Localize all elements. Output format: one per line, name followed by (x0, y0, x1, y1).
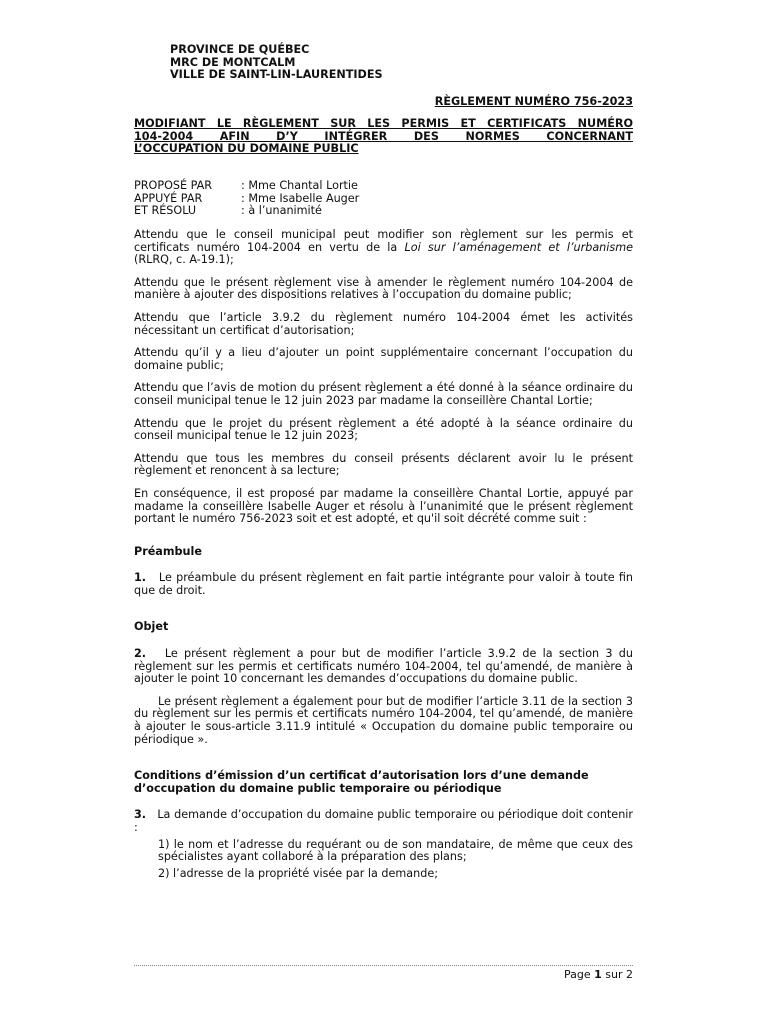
article-2-number: 2. (134, 647, 147, 661)
motion-label: ET RÉSOLU (134, 204, 197, 218)
subject-line-3: L’OCCUPATION DU DOMAINE PUBLIC (134, 142, 359, 156)
attendu-1-ref: (RLRQ, c. A-19.1); (134, 253, 234, 267)
article-1-text: Le préambule du présent règlement en fait partie intégrante pour valoir à toute fin que de droit. (134, 571, 634, 597)
article-3-number: 3. (134, 808, 147, 822)
article-3-text: La demande d’occupation du domaine public temporaire ou périodique doit contenir : (134, 808, 633, 834)
motion-value: : Mme Chantal Lortie (241, 179, 358, 192)
conditions-heading: Conditions d’émission d’un certificat d’autorisation lors d’une demande d’occupation du domaine public temporaire ou périodique (134, 769, 589, 795)
article-1 (134, 572, 633, 597)
objet-heading: Objet (134, 620, 169, 634)
subject-line-2: 104-2004 AFIN D’Y INTÉGRER DES NORMES CONCERNANT (134, 129, 633, 143)
motion-label: APPUYÉ PAR (134, 191, 203, 205)
condition-item-1: 1) le nom et l’adresse du requérant ou de son mandataire, de même que ceux des spécialistes ayant collaboré à la préparation des plans; (158, 837, 633, 864)
reglement-number: RÈGLEMENT NUMÉRO 756-2023 (434, 95, 633, 108)
motion-block (134, 180, 359, 218)
attendu-6: Attendu que le projet du présent règlement a été adopté à la séance ordinaire du conseil municipal tenue le 12 juin 2023; (134, 416, 633, 443)
reglement-subject (134, 118, 633, 156)
attendu-1-text: Attendu que le conseil municipal peut modifier son règlement sur les permis et certificats numéro 104-2004 en vertu de la (134, 228, 633, 254)
condition-item-2: 2) l’adresse de la propriété visée par la demande; (158, 866, 438, 880)
attendu-7: Attendu que tous les membres du conseil présents déclarent avoir lu le présent règlement et renoncent à sa lecture; (134, 451, 633, 478)
footer-page-total: sur 2 (605, 968, 633, 981)
attendu-2: Attendu que le présent règlement vise à amender le règlement numéro 104-2004 de manière à ajouter des dispositions relatives à l’occupation du domaine public; (134, 275, 633, 302)
page-footer (564, 968, 633, 981)
attendu-4: Attendu qu’il y a lieu d’ajouter un point supplémentaire concernant l’occupation du domaine public; (134, 346, 633, 372)
header-ville: VILLE DE SAINT-LIN-LAURENTIDES (170, 68, 383, 82)
law-title: Loi sur l’aménagement et l’urbanisme (404, 240, 633, 254)
motion-value: : Mme Isabelle Auger (241, 191, 360, 205)
subject-line-1: MODIFIANT LE RÈGLEMENT SUR LES PERMIS ET CERTIFICATS NUMÉRO (134, 117, 633, 130)
motion-label: PROPOSÉ PAR (134, 179, 213, 192)
article-1-number: 1. (134, 571, 147, 585)
preambule-heading: Préambule (134, 544, 202, 558)
motion-row (134, 180, 359, 193)
attendu-3: Attendu que l’article 3.9.2 du règlement numéro 104-2004 émet les activités nécessitant un certificat d’autorisation; (134, 310, 633, 337)
attendu-5: Attendu que l’avis de motion du présent règlement a été donné à la séance ordinaire du conseil municipal tenue le 12 juin 2023 par madame la conseillère Chantal Lortie; (134, 381, 633, 407)
article-2-text: Le présent règlement a pour but de modifier l’article 3.9.2 de la section 3 du règlement sur les permis et certificats numéro 104-2004, tel qu’amendé, de manière à ajouter le point 10 concernant les demandes d’occupations du domaine public. (134, 647, 633, 686)
attendu-1 (134, 229, 633, 267)
motion-row (134, 205, 359, 218)
footer-divider (134, 965, 633, 966)
header-mrc: MRC DE MONTCALM (170, 55, 296, 69)
article-2 (134, 648, 633, 686)
header-province: PROVINCE DE QUÉBEC (170, 43, 310, 56)
motion-value: : à l’unanimité (241, 204, 322, 218)
footer-page-word: Page (563, 968, 591, 981)
document-body (134, 229, 633, 884)
consequence-paragraph: En conséquence, il est proposé par madame la conseillère Chantal Lortie, appuyé par madame la conseillère Isabelle Auger et résolu à l’unanimité que le présent règlement portant le numéro 756-2023 soit et est adopté, et qu'il soit décrété comme suit : (134, 486, 633, 526)
document-header (170, 44, 383, 82)
article-3 (134, 809, 633, 834)
footer-page-number: 1 (594, 968, 602, 981)
article-2-paragraph-2: Le présent règlement a également pour but de modifier l’article 3.11 de la section 3 du règlement sur les permis et certificats numéro 104-2004, tel qu’amendé, de manière à ajouter le sous-article 3.11.9 intitulé « Occupation du domaine public temporaire ou périodique ». (134, 694, 633, 746)
